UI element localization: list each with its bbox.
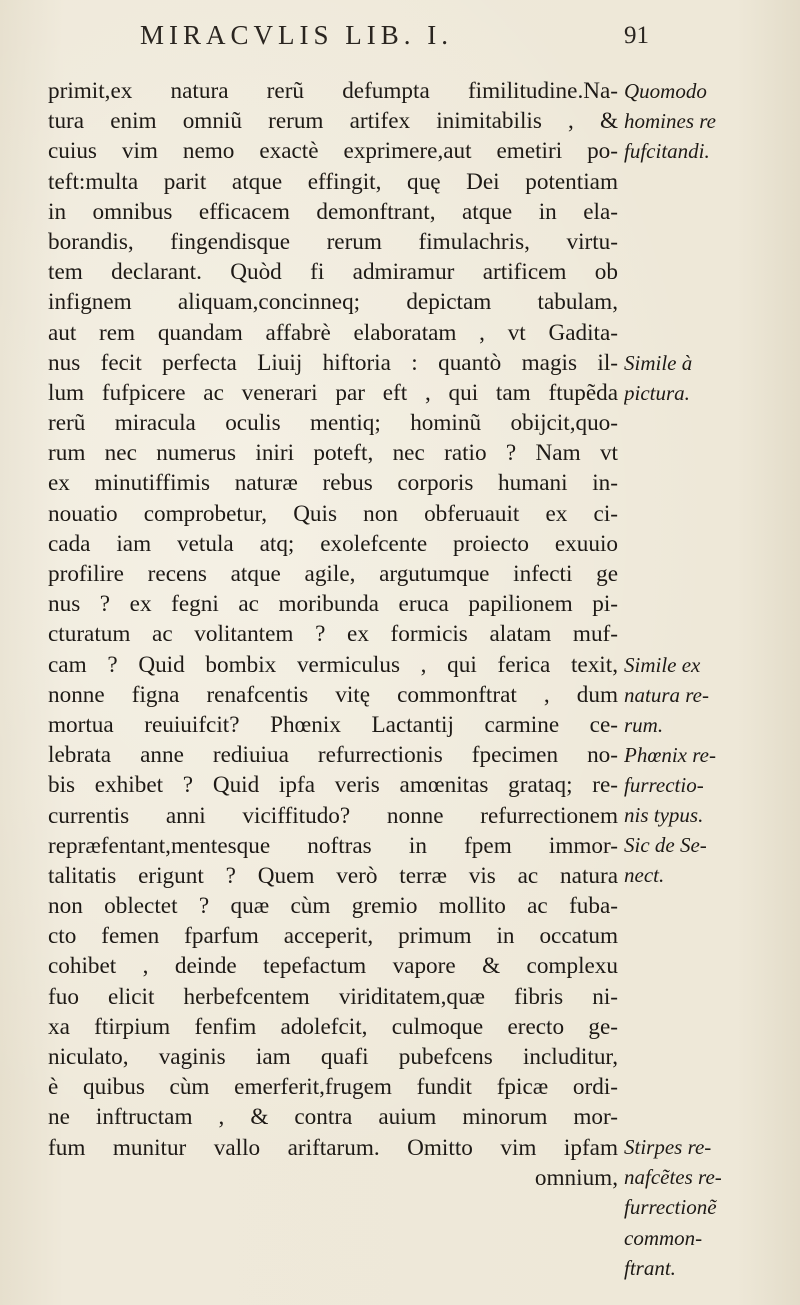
body-line: teft:multa parit atque effingit, quę Dei potentiam bbox=[48, 168, 618, 195]
body-line: xa ftirpium fenfim adolefcit, culmoque erecto ge- bbox=[48, 1013, 618, 1040]
margin-note-line: common- bbox=[624, 1225, 703, 1250]
margin-note-line: furrectio- bbox=[624, 773, 704, 798]
margin-note-line: Phœnix re- bbox=[624, 743, 716, 767]
margin-note-quomodo bbox=[624, 76, 796, 167]
body-line: cohibet , deinde tepefactum vapore & complexu bbox=[48, 953, 618, 980]
body-line: primit,ex natura rerũ defumpta fimilitudine.Na- bbox=[48, 78, 618, 104]
body-line: borandis, fingendisque rerum fimulachris, virtu- bbox=[48, 228, 618, 255]
body-line: currentis anni viciffitudo? nonne refurrectionem bbox=[48, 802, 618, 829]
body-line: nus ? ex fegni ac moribunda eruca papilionem pi- bbox=[48, 591, 618, 618]
margin-note-simile-pictura bbox=[624, 348, 796, 408]
body-line: lum fufpicere ac venerari par eft , qui tam ftupẽda bbox=[48, 379, 618, 406]
body-line: in omnibus efficacem demonftrant, atque in ela- bbox=[48, 198, 618, 225]
body-line: cuius vim nemo exactè exprimere,aut emetiri po- bbox=[48, 138, 618, 165]
body-line: rerũ miracula oculis mentiq; hominũ obijcit,quo- bbox=[48, 410, 618, 437]
body-line: infignem aliquam,concinneq; depictam tabulam, bbox=[48, 289, 618, 316]
body-line: non oblectet ? quæ cùm gremio mollito ac fuba- bbox=[48, 893, 618, 920]
body-line: mortua reuiuifcit? Phœnix Lactantij carmine ce- bbox=[48, 711, 618, 738]
page-number: 91 bbox=[624, 22, 649, 49]
margin-note-line: nis typus. bbox=[624, 803, 704, 828]
body-line: tura enim omniũ rerum artifex inimitabilis , & bbox=[48, 108, 618, 135]
body-line: profilire recens atque agile, argutumque infecti ge bbox=[48, 561, 618, 587]
body-line: omnium, bbox=[534, 1164, 618, 1191]
margin-note-line: rum. bbox=[624, 713, 664, 738]
body-line: tem declarant. Quòd fi admiramur artificem ob bbox=[48, 259, 618, 286]
body-line: nonne figna renafcentis vitę commonftrat , dum bbox=[48, 681, 618, 708]
margin-note-line: pictura. bbox=[624, 381, 690, 406]
margin-note-line: ftrant. bbox=[624, 1255, 676, 1280]
margin-note-sic-de-senect bbox=[624, 830, 796, 890]
body-line: talitatis erigunt ? Quem verò terræ vis ac natura bbox=[48, 862, 618, 889]
body-line: aut rem quandam affabrè elaboratam , vt Gadita- bbox=[48, 319, 618, 346]
body-line: ne inftructam , & contra auium minorum mor- bbox=[48, 1104, 618, 1131]
margin-note-line: Stirpes re- bbox=[624, 1135, 712, 1159]
body-line: fuo elicit herbefcentem viriditatem,quæ fibris ni- bbox=[48, 983, 618, 1010]
body-line: cam ? Quid bombix vermiculus , qui ferica texit, bbox=[48, 651, 618, 678]
body-line: bis exhibet ? Quid ipfa veris amœnitas grataq; re- bbox=[48, 772, 618, 799]
margin-note-line: Simile ex bbox=[624, 653, 701, 677]
body-line: repræfentant,mentesque noftras in fpem immor- bbox=[48, 832, 618, 859]
margin-note-simile-natura bbox=[624, 650, 796, 741]
body-line: lebrata anne rediuiua refurrectionis fpecimen no- bbox=[48, 742, 618, 769]
margin-note-line: Quomodo bbox=[624, 79, 707, 103]
body-line: cada iam vetula atq; exolefcente proiecto exuuio bbox=[48, 530, 618, 557]
margin-note-line: Sic de Se- bbox=[624, 833, 707, 857]
margin-note-line: natura re- bbox=[624, 683, 709, 708]
margin-note-line: Simile à bbox=[624, 351, 693, 375]
body-line: fum munitur vallo ariftarum. Omitto vim ipfam bbox=[48, 1134, 618, 1161]
body-line: nouatio comprobetur, Quis non obferuauit ex ci- bbox=[48, 500, 618, 527]
body-line: cturatum ac volitantem ? ex formicis alatam muf- bbox=[48, 621, 618, 648]
running-title: MIRACVLIS LIB. I. bbox=[140, 20, 453, 50]
body-line: è quibus cùm emerferit,frugem fundit fpicæ ordi- bbox=[48, 1074, 618, 1101]
body-line: nus fecit perfecta Liuij hiftoria : quantò magis il- bbox=[48, 349, 618, 376]
margin-note-line: homines re bbox=[624, 109, 716, 134]
margin-note-line: furrectionẽ bbox=[624, 1195, 717, 1220]
margin-note-line: nect. bbox=[624, 863, 665, 888]
margin-note-line: nafcẽtes re- bbox=[624, 1165, 722, 1190]
body-line: cto femen fparfum acceperit, primum in occatum bbox=[48, 923, 618, 950]
margin-note-stirpes bbox=[624, 1132, 796, 1283]
body-line: rum nec numerus iniri poteft, nec ratio ? Nam vt bbox=[48, 440, 618, 467]
margin-note-line: fufcitandi. bbox=[624, 139, 710, 164]
body-line: niculato, vaginis iam quafi pubefcens includitur, bbox=[48, 1044, 618, 1070]
body-line: ex minutiffimis naturæ rebus corporis humani in- bbox=[48, 470, 618, 497]
margin-note-phoenix bbox=[624, 740, 796, 831]
body-text bbox=[48, 76, 618, 1193]
